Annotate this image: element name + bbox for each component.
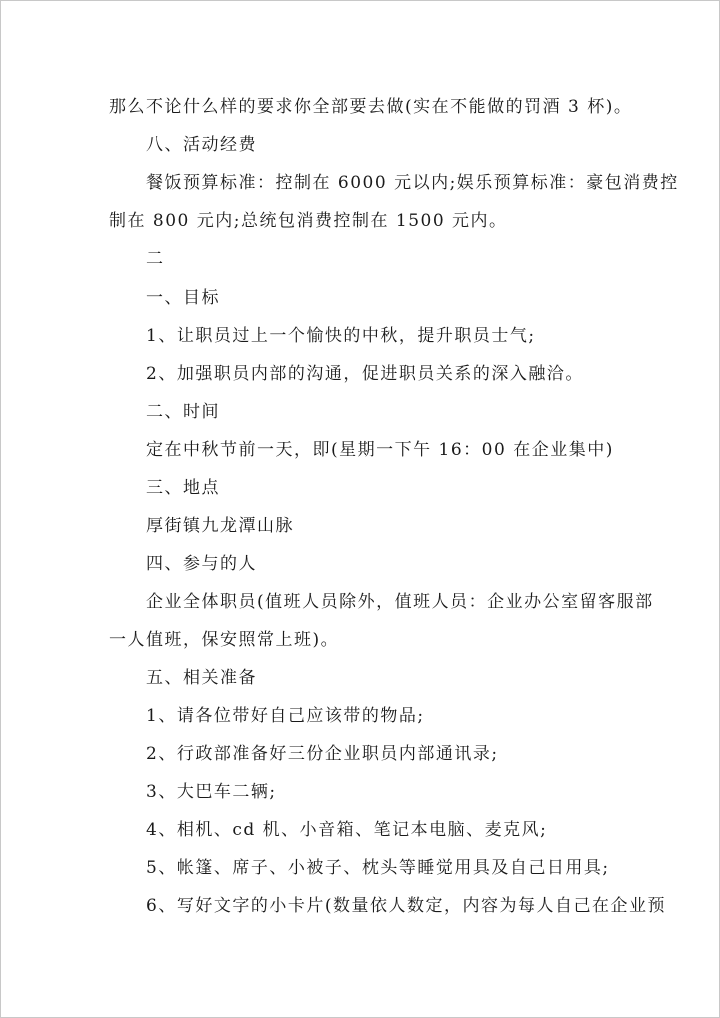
section-heading: 八、活动经费 (146, 135, 257, 155)
paragraph-line: 企业全体职员(值班人员除外，值班人员：企业办公室留客服部 (146, 592, 654, 612)
paragraph-line: 那么不论什么样的要求你全部要去做(实在不能做的罚酒 3 杯)。 (109, 97, 633, 117)
paragraph-line: 定在中秋节前一天，即(星期一下午 16：00 在企业集中) (146, 440, 614, 460)
section-heading: 三、地点 (146, 478, 220, 498)
paragraph-line: 制在 800 元内;总统包消费控制在 1500 元内。 (109, 211, 508, 231)
section-heading: 一、目标 (146, 288, 220, 308)
list-item: 6、写好文字的小卡片(数量依人数定，内容为每人自己在企业预 (146, 896, 666, 916)
section-number: 二 (146, 249, 165, 269)
section-heading: 五、相关准备 (146, 668, 257, 688)
list-item: 4、相机、cd 机、小音箱、笔记本电脑、麦克风; (146, 820, 548, 840)
list-item: 2、行政部准备好三份企业职员内部通讯录; (146, 744, 499, 764)
section-heading: 四、参与的人 (146, 554, 257, 574)
list-item: 3、大巴车二辆; (146, 782, 277, 802)
list-item: 1、请各位带好自己应该带的物品; (146, 706, 425, 726)
section-heading: 二、时间 (146, 402, 220, 422)
list-item: 2、加强职员内部的沟通，促进职员关系的深入融洽。 (146, 364, 584, 384)
list-item: 5、帐篷、席子、小被子、枕头等睡觉用具及自己日用具; (146, 858, 610, 878)
paragraph-line: 一人值班，保安照常上班)。 (109, 630, 340, 650)
paragraph-line: 厚街镇九龙潭山脉 (146, 516, 294, 536)
list-item: 1、让职员过上一个愉快的中秋，提升职员士气; (146, 326, 536, 346)
paragraph-line: 餐饭预算标准：控制在 6000 元以内;娱乐预算标准：豪包消费控 (146, 173, 679, 193)
